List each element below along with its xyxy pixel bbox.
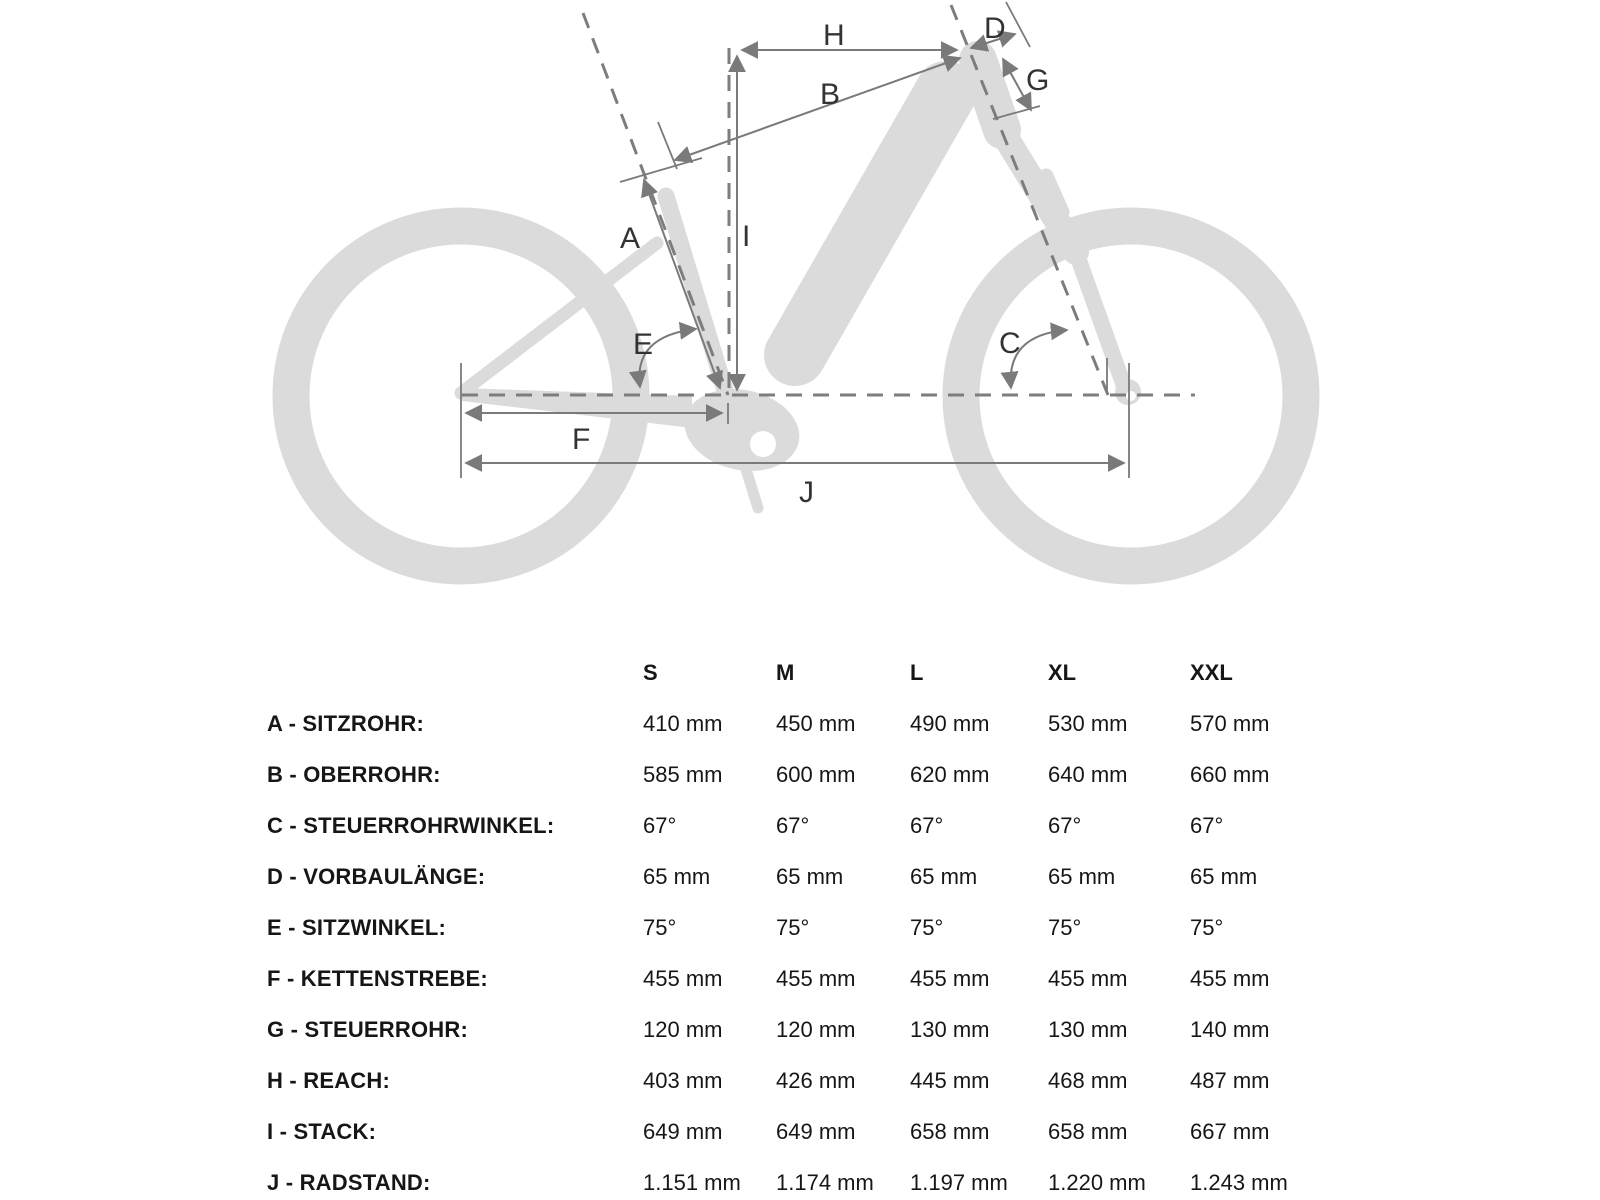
geometry-value: 120 mm bbox=[776, 1016, 856, 1042]
dim-label-f: F bbox=[572, 423, 591, 456]
geometry-value: 140 mm bbox=[1190, 1016, 1270, 1042]
dim-label-i: I bbox=[742, 220, 751, 253]
geometry-value: 530 mm bbox=[1048, 710, 1128, 736]
row-label: G - STEUERROHR: bbox=[267, 1016, 468, 1042]
fork-lower bbox=[1076, 252, 1124, 386]
geometry-value: 65 mm bbox=[1048, 863, 1116, 889]
geometry-value: 67° bbox=[643, 812, 677, 838]
row-label: J - RADSTAND: bbox=[267, 1169, 431, 1195]
geometry-value: 65 mm bbox=[643, 863, 711, 889]
dim-line-A bbox=[644, 180, 720, 388]
table-corner-cell bbox=[267, 647, 643, 698]
seat-top-tick bbox=[620, 158, 702, 182]
geometry-value: 570 mm bbox=[1190, 710, 1270, 736]
geometry-value: 75° bbox=[910, 914, 944, 940]
geometry-value: 455 mm bbox=[1190, 965, 1270, 991]
geometry-value: 65 mm bbox=[1190, 863, 1258, 889]
geometry-value: 75° bbox=[643, 914, 677, 940]
geometry-value: 455 mm bbox=[910, 965, 990, 991]
geometry-value: 455 mm bbox=[643, 965, 723, 991]
size-column-header: XL bbox=[1048, 659, 1077, 685]
geometry-value: 67° bbox=[776, 812, 810, 838]
row-label: E - SITZWINKEL: bbox=[267, 914, 446, 940]
geometry-value: 468 mm bbox=[1048, 1067, 1128, 1093]
geometry-value: 75° bbox=[1190, 914, 1224, 940]
dim-label-h: H bbox=[823, 19, 845, 52]
geometry-value: 1.174 mm bbox=[776, 1169, 874, 1195]
dim-label-c: C bbox=[999, 327, 1021, 360]
geometry-value: 649 mm bbox=[643, 1118, 723, 1144]
geometry-value: 658 mm bbox=[1048, 1118, 1128, 1144]
geometry-value: 67° bbox=[1048, 812, 1082, 838]
geometry-value: 455 mm bbox=[1048, 965, 1128, 991]
geometry-value: 130 mm bbox=[1048, 1016, 1128, 1042]
dim-label-a: A bbox=[620, 222, 641, 255]
size-column-header: M bbox=[776, 659, 795, 685]
front-hub-hole bbox=[1126, 391, 1136, 401]
geometry-value: 65 mm bbox=[910, 863, 978, 889]
geometry-value: 1.151 mm bbox=[643, 1169, 741, 1195]
geometry-value: 640 mm bbox=[1048, 761, 1128, 787]
geometry-value: 1.220 mm bbox=[1048, 1169, 1146, 1195]
geometry-value: 75° bbox=[1048, 914, 1082, 940]
dim-label-e: E bbox=[633, 328, 654, 361]
geometry-table bbox=[267, 647, 1320, 1200]
geometry-value: 75° bbox=[776, 914, 810, 940]
geometry-value: 130 mm bbox=[910, 1016, 990, 1042]
row-label: D - VORBAULÄNGE: bbox=[267, 863, 486, 889]
size-column-header: L bbox=[910, 659, 924, 685]
down-tube bbox=[795, 92, 946, 355]
row-label: F - KETTENSTREBE: bbox=[267, 965, 488, 991]
geometry-value: 120 mm bbox=[643, 1016, 723, 1042]
geometry-value: 649 mm bbox=[776, 1118, 856, 1144]
geometry-value: 620 mm bbox=[910, 761, 990, 787]
geometry-value: 67° bbox=[910, 812, 944, 838]
size-column-header: S bbox=[643, 659, 658, 685]
toptube-end-tick bbox=[658, 122, 677, 169]
size-column-header: XXL bbox=[1190, 659, 1233, 685]
row-label: A - SITZROHR: bbox=[267, 710, 424, 736]
geometry-value: 1.197 mm bbox=[910, 1169, 1008, 1195]
geometry-value: 410 mm bbox=[643, 710, 723, 736]
row-label: C - STEUERROHRWINKEL: bbox=[267, 812, 555, 838]
geometry-value: 667 mm bbox=[1190, 1118, 1270, 1144]
dim-label-g: G bbox=[1026, 64, 1050, 97]
geometry-value: 445 mm bbox=[910, 1067, 990, 1093]
row-label: B - OBERROHR: bbox=[267, 761, 441, 787]
geometry-value: 403 mm bbox=[643, 1067, 723, 1093]
stem-end-tick bbox=[1006, 2, 1030, 47]
dim-label-d: D bbox=[984, 12, 1006, 45]
geometry-value: 490 mm bbox=[910, 710, 990, 736]
geometry-value: 455 mm bbox=[776, 965, 856, 991]
crank-hole bbox=[750, 431, 776, 457]
geometry-value: 487 mm bbox=[1190, 1067, 1270, 1093]
bike-silhouette bbox=[291, 60, 1301, 566]
geometry-value: 1.243 mm bbox=[1190, 1169, 1288, 1195]
dim-label-b: B bbox=[820, 78, 841, 111]
geometry-value: 585 mm bbox=[643, 761, 723, 787]
geometry-value: 450 mm bbox=[776, 710, 856, 736]
geometry-value: 65 mm bbox=[776, 863, 844, 889]
row-label: H - REACH: bbox=[267, 1067, 390, 1093]
geometry-value: 426 mm bbox=[776, 1067, 856, 1093]
seat-tube bbox=[666, 196, 725, 390]
geometry-value: 658 mm bbox=[910, 1118, 990, 1144]
geometry-value: 600 mm bbox=[776, 761, 856, 787]
geometry-value: 67° bbox=[1190, 812, 1224, 838]
dim-label-j: J bbox=[799, 476, 814, 509]
geometry-value: 660 mm bbox=[1190, 761, 1270, 787]
row-label: I - STACK: bbox=[267, 1118, 377, 1144]
